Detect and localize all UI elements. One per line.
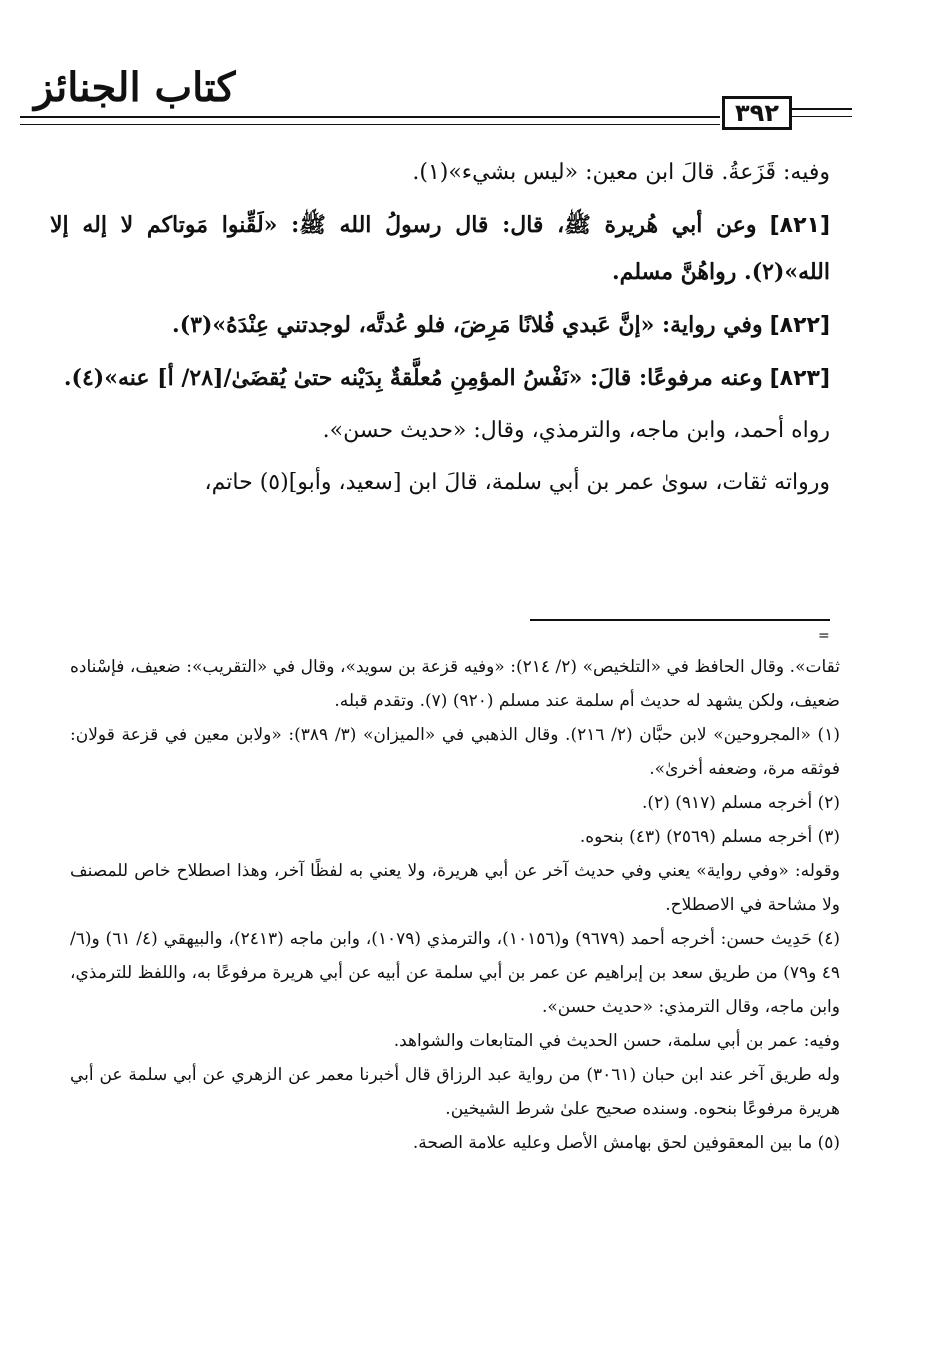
footnote-4-note: وفيه: عمر بن أبي سلمة، حسن الحديث في المتابعات والشواهد.	[393, 1031, 840, 1051]
paragraph-narrators: رواه أحمد، وابن ماجه، والترمذي، وقال: «حديث حسن».	[322, 418, 830, 443]
main-text	[50, 150, 830, 512]
paragraph-1: وفيه: قَزَعةُ. قالَ ابن معين: «ليس بشيء»(١).	[412, 160, 830, 185]
footnote-4: (٤) حَدِيث حسن: أخرجه أحمد (٩٦٧٩) و(١٠١٥٦)، والترمذي (١٠٧٩)، وابن ماجه (٢٤١٣)، والبيهقي (٤/ ٦١) و(٦/ ٤٩ و٧٩) من طريق سعد بن إبراهيم عن عمر بن أبي سلمة عن أبيه عن أبي هريرة مرفوعًا به، واللفظ للترمذي، وابن ماجه، وقال الترمذي: «حديث حسن».	[70, 929, 840, 1017]
footnote-3-note: وقوله: «وفي رواية» يعني وفي حديث آخر عن أبي هريرة، ولا يعني به لفظًا آخر، وهذا اصطلاح خاص للمصنف ولا مشاحة في الاصطلاح.	[70, 861, 840, 915]
hadith-822	[50, 302, 830, 349]
book-title: كتاب الجنائز	[34, 64, 236, 111]
footnote-3: (٣) أخرجه مسلم (٢٥٦٩) (٤٣) بنحوه.	[579, 827, 840, 847]
page-number: ٣٩٢	[722, 96, 792, 130]
footnote-separator	[530, 619, 830, 621]
hadith-number: [٨٢٣]	[769, 366, 830, 391]
hadith-text: وعن أبي هُريرة ﷺ، قال: قال رسولُ الله ﷺ: «لَقِّنوا مَوتاكم لا إله إلا الله»(٢). رواهُنَّ مسلم.	[50, 212, 830, 285]
hadith-text: وعنه مرفوعًا: قالَ: «نَفْسُ المؤمِنِ مُعلَّقةٌ بِدَيْنه حتىٰ يُقضَىٰ/[٢٨/ أ] عنه»(٤).	[63, 365, 763, 391]
footnote-4-route: وله طريق آخر عند ابن حبان (٣٠٦١) من رواية عبد الرزاق قال أخبرنا معمر عن الزهري عن أبي سلمة عن أبي هريرة مرفوعًا بنحوه. وسنده صحيح علىٰ شرط الشيخين.	[70, 1065, 841, 1119]
footnotes	[70, 650, 840, 1160]
hadith-number: [٨٢١]	[769, 213, 830, 238]
continuation-mark: =	[818, 628, 830, 644]
hadith-821	[50, 202, 830, 296]
hadith-823	[50, 355, 830, 402]
hadith-text: وفي رواية: «إنَّ عَبدي فُلانًا مَرِضَ، فلو عُدتَّه، لوجدتني عِنْدَهُ»(٣).	[172, 312, 763, 338]
footnote-5: (٥) ما بين المعقوفين لحق بهامش الأصل وعليه علامة الصحة.	[412, 1133, 840, 1153]
footnote-1: (١) «المجروحين» لابن حبَّان (٢/ ٢١٦). وقال الذهبي في «الميزان» (٣/ ٣٨٩): «ولابن معين في قزعة قولان: فوثقه مرة، وضعفه أخرىٰ».	[70, 725, 840, 779]
header-rule-left	[20, 116, 720, 125]
footnote-continuation: ثقات». وقال الحافظ في «التلخيص» (٢/ ٢١٤): «وفيه قزعة بن سويد»، وقال في «التقريب»: ضعيف، فإسْناده ضعيف، ولكن يشهد له حديث أم سلمة عند مسلم (٩٢٠) (٧). وتقدم قبله.	[70, 657, 840, 711]
page-header	[20, 60, 920, 140]
paragraph-reliability: ورواته ثقات، سوىٰ عمر بن أبي سلمة، قالَ ابن [سعيد، وأبو](٥) حاتم،	[204, 470, 830, 495]
hadith-number: [٨٢٢]	[769, 313, 830, 338]
footnote-2: (٢) أخرجه مسلم (٩١٧) (٢).	[642, 793, 840, 813]
header-rule-right	[792, 108, 852, 117]
